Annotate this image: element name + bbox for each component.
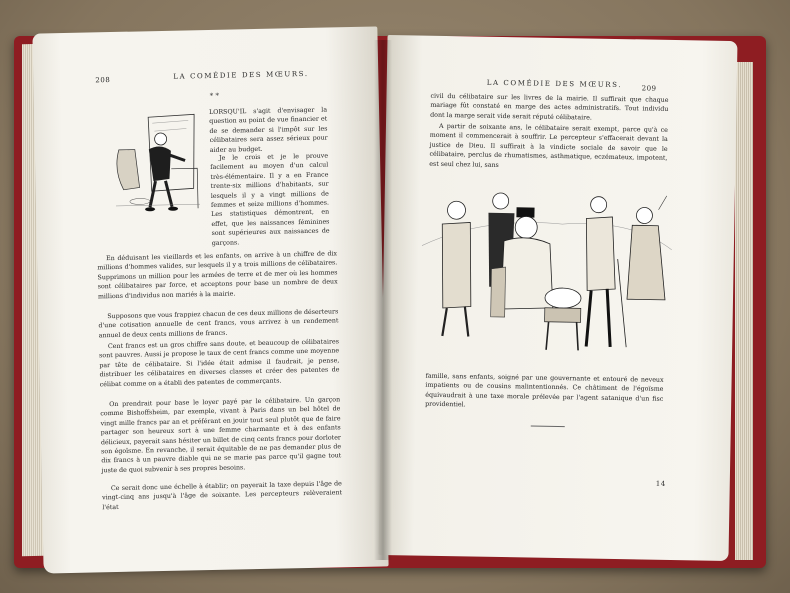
running-head-left: LA COMÉDIE DES MŒURS. xyxy=(173,69,309,81)
paragraph-2: Je le crois et je le prouve facilement au moyen d'un calcul très-élémentaire. Il y a en France trente-six millions d'habitants, sur lesquels il y a vingt millions de femmes et seize millions d'hommes. Les statistiques démontrent, en effet, que les naissances féminines sont supérieures aux naissances de garçons. xyxy=(210,152,330,247)
illustration-invalid-bachelor xyxy=(420,176,673,362)
paragraph-4: Supposons que vous frappiez chacun de ces deux millions de déserteurs d'une cotisation annuelle de cent francs, vous arrivez à un rendement annuel de deux cents millions de francs. xyxy=(98,308,339,340)
section-rule xyxy=(531,426,565,428)
page-edges-right xyxy=(735,62,753,560)
left-page xyxy=(32,26,388,573)
paragraph-7: Ce serait donc une échelle à établir; on payerait la taxe depuis l'âge de vingt-cinq ans jusqu'à l'âge de soixante. Les percepteurs relèveraient l'état xyxy=(102,480,343,512)
page-number-left: 208 xyxy=(95,76,111,85)
book-gutter xyxy=(374,40,392,560)
page-number-right: 209 xyxy=(641,84,657,93)
illustration-man-at-desk xyxy=(108,108,202,218)
right-page xyxy=(378,35,737,561)
paragraph-top-2: A partir de soixante ans, le célibataire serait exempt, parce qu'à ce moment il commencerait à souffrir. Le percepteur s'effacerait devant la justice de Dieu. Il suffirait à la vindicte sociale de savoir que le célibataire, perclus de rhumatismes, asthmatique, eczémateux, impotent, est seul chez lui, sans xyxy=(429,122,669,169)
paragraph-bottom-1: famille, sans enfants, soigné par une gouvernante et entouré de neveux impatients ou de cousins malintentionnés. Ce châtiment de l'égoïsme équivaudrait à une taxe morale prélevée par l'agent satanique d'un fisc providentiel. xyxy=(425,372,664,409)
paragraph-3: En déduisant les vieillards et les enfants, on arrive à un chiffre de dix millions d'hommes valides, sur lesquels il y a trois millions de célibataires. Supprimons un million pour les armées de terre et de mer où les hommes sont célibataires par force, et acceptons pour base un nombre de deux millions d'individus non mariés à la mairie. xyxy=(97,250,338,300)
paragraph-6: On prendrait pour base le loyer payé par le célibataire. Un garçon comme Bishoffsheim, par exemple, vivant à Paris dans un bel hôtel de vingt mille francs par an et préférant en jouir tout seul plutôt que de faire partager son heureux sort à une femme charmante et à des enfants délicieux, payerait sans hésiter un billet de cinq cents francs pour dorloter son égoïsme. En revanche, il serait équitable de ne pas demander plus de dix francs à un pauvre diable qui ne se marie pas parce qu'il gagne tout juste de quoi subvenir à ses propres besoins. xyxy=(100,396,342,475)
running-head-right: LA COMÉDIE DES MŒURS. xyxy=(486,78,623,90)
ornament: * * xyxy=(209,91,220,100)
paragraph-top-1: civil du célibataire sur les livres de la mairie. Il suffirait que chaque mariage fût constaté en marge des actes administratifs. Tout individu dont la marge serait vide serait réputé célibataire. xyxy=(430,92,669,122)
signature-mark: 14 xyxy=(655,479,666,488)
paragraph-1: LORSQU'IL s'agit d'envisager la question au point de vue financier et de se demander si l'impôt sur les célibataires sera assez sérieux pour aider au budget. xyxy=(208,106,328,154)
paragraph-5: Cent francs est un gros chiffre sans doute, et beaucoup de célibataires sont pauvres. Aussi je propose le taux de cent francs comme une moyenne par tête de célibataire. Si l'idée était admise il faudrait, je pense, distribuer les célibataires en diverses classes et créer des patentes de célibat comme on a établi des patentes de commerçants. xyxy=(99,338,340,388)
